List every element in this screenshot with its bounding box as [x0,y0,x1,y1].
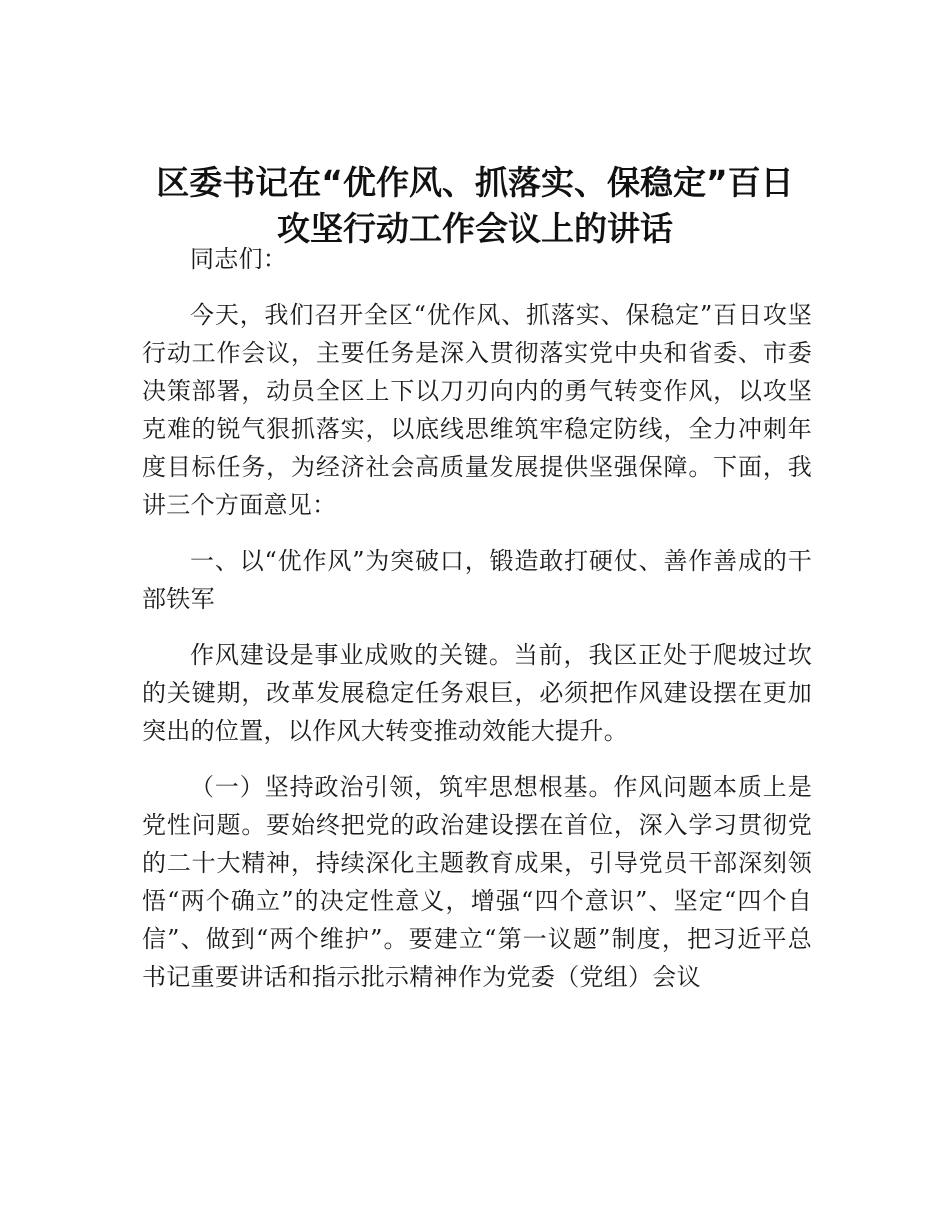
document-body [142,240,812,1014]
title-line-2: 攻坚行动工作会议上的讲话 [277,209,673,248]
paragraph-subsection-1: （一）坚持政治引领，筑牢思想根基。作风问题本质上是党性问题。要始终把党的政治建设摆在首位，深入学习贯彻党的二十大精神，持续深化主题教育成果，引导党员干部深刻领悟“两个确立”的决定性意义，增强“四个意识”、坚定“四个自信”、做到“两个维护”。要建立“第一议题”制度，把习近平总书记重要讲话和指示批示精神作为党委（党组）会议 [142,773,812,991]
document-title [110,160,840,252]
title-line-1: 区委书记在“优作风、抓落实、保稳定”百日 [156,163,794,202]
paragraph-intro: 今天，我们召开全区“优作风、抓落实、保稳定”百日攻坚行动工作会议，主要任务是深入贯彻落实党中央和省委、市委决策部署，动员全区上下以刀刃向内的勇气转变作风，以攻坚克难的锐气狠抓落实，以底线思维筑牢稳定防线，全力冲刺年度目标任务，为经济社会高质量发展提供坚强保障。下面，我讲三个方面意见： [142,301,812,519]
section-heading-1: 一、以“优作风”为突破口，锻造敢打硬仗、善作善成的干部铁军 [142,547,812,613]
paragraph-section-1: 作风建设是事业成败的关键。当前，我区正处于爬坡过坎的关键期，改革发展稳定任务艰巨，必须把作风建设摆在更加突出的位置，以作风大转变推动效能大提升。 [142,641,812,745]
salutation: 同志们： [190,245,288,273]
